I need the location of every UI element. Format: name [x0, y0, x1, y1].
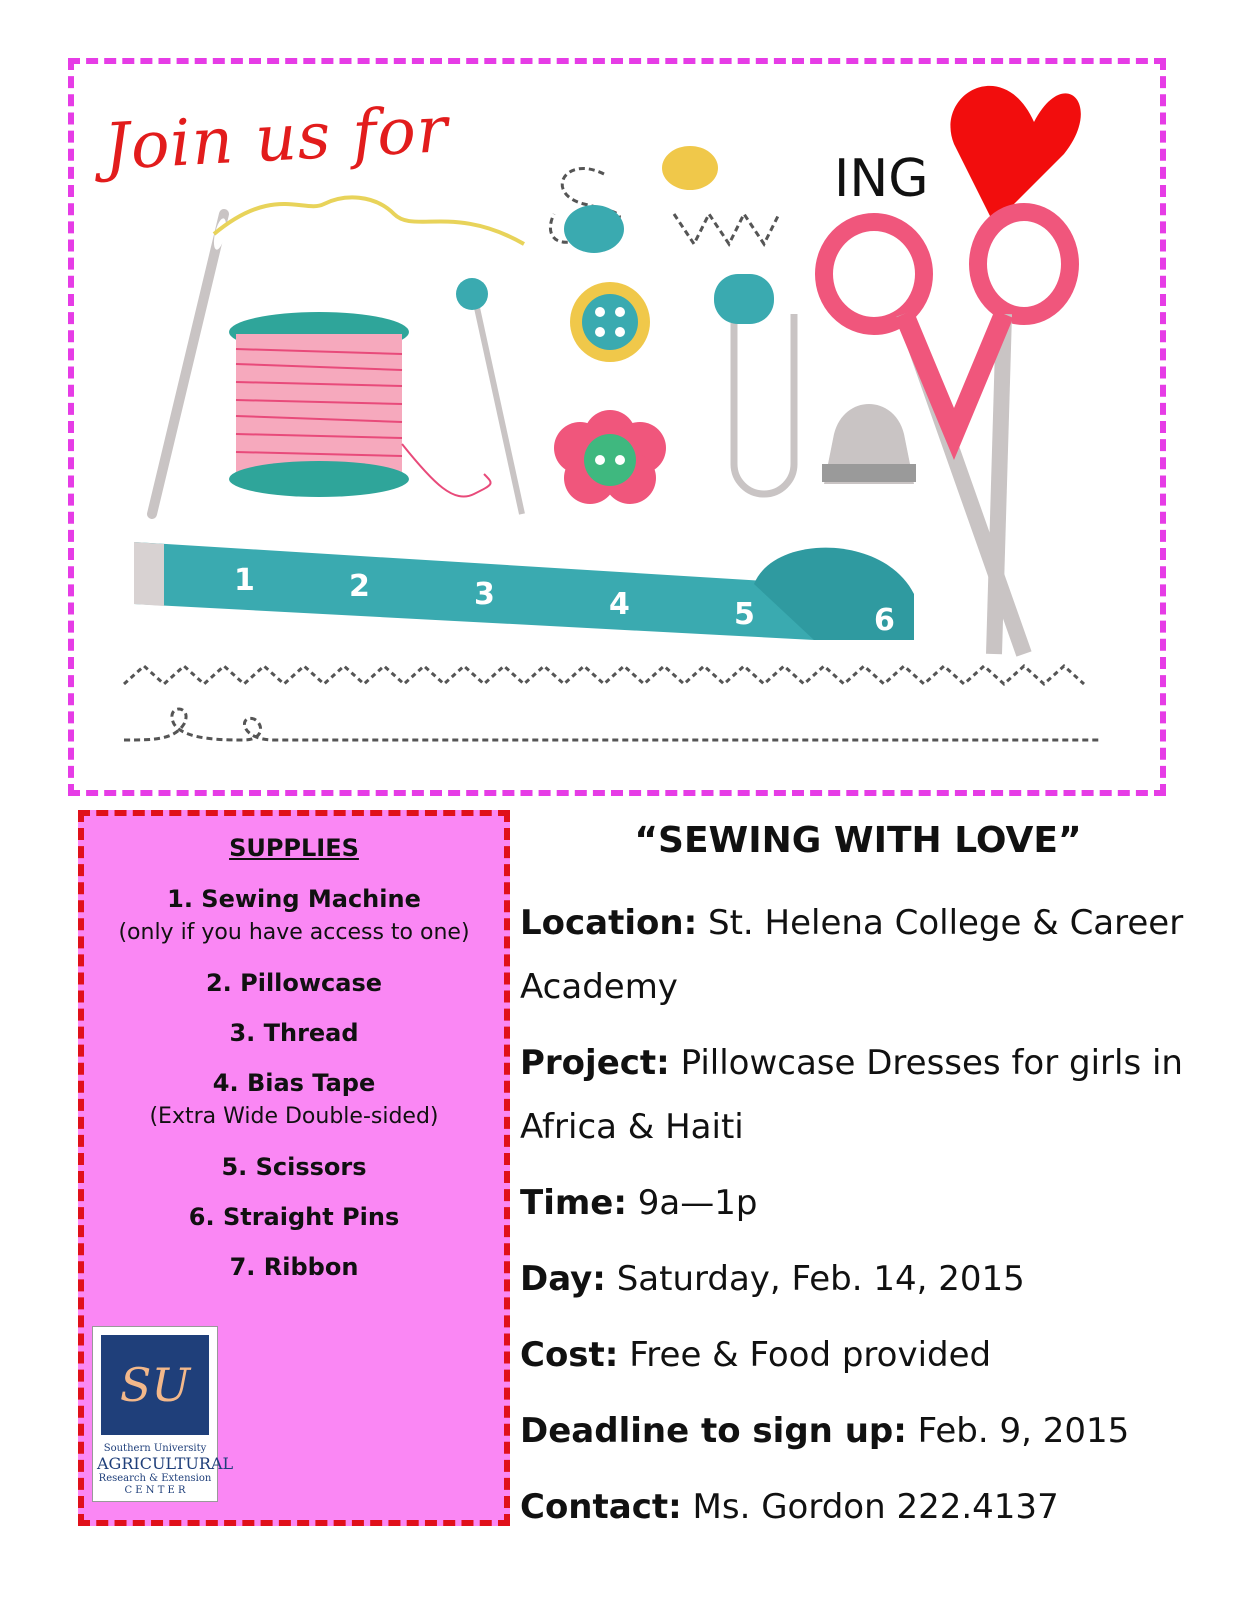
supply-label: 6. Straight Pins: [188, 1203, 400, 1231]
heart-icon: [950, 86, 1080, 224]
svg-text:6: 6: [874, 603, 895, 638]
supply-note: (Extra Wide Double-sided): [149, 1104, 439, 1129]
thimble-icon: [822, 404, 916, 484]
time-row: Time: 9a—1p: [520, 1183, 758, 1223]
list-item: [84, 1152, 504, 1182]
deadline-row: Deadline to sign up: Feb. 9, 2015: [520, 1411, 1130, 1451]
svg-text:1: 1: [234, 563, 255, 598]
loop-stitch: [124, 709, 1100, 740]
list-item: [84, 1202, 504, 1232]
button-icon: [570, 282, 650, 362]
ing-text: ING: [834, 149, 929, 209]
safety-pin-icon: [714, 274, 794, 494]
supply-note: (only if you have access to one): [118, 920, 470, 945]
hero-banner: [68, 58, 1166, 796]
list-item: [84, 1252, 504, 1282]
list-item: [84, 884, 504, 948]
contact-row: Contact: Ms. Gordon 222.4137: [520, 1487, 1059, 1527]
location-row: Location: St. Helena College & Career Academy: [520, 903, 1184, 1007]
event-details: [520, 820, 1220, 1539]
list-item: [84, 1068, 504, 1132]
day-row: Day: Saturday, Feb. 14, 2015: [520, 1259, 1025, 1299]
supply-label: 7. Ribbon: [229, 1253, 359, 1281]
supply-label: 2. Pillowcase: [205, 969, 383, 997]
supplies-heading: SUPPLIES: [229, 834, 359, 862]
list-item: [84, 1018, 504, 1048]
supply-label: 4. Bias Tape: [212, 1069, 376, 1097]
event-title: “SEWING WITH LOVE”: [634, 820, 1082, 861]
logo-mark: SU: [101, 1335, 209, 1435]
svg-text:3: 3: [474, 577, 495, 612]
supply-label: 3. Thread: [229, 1019, 359, 1047]
svg-text:4: 4: [609, 587, 630, 622]
university-logo: [92, 1326, 234, 1502]
supply-label: 1. Sewing Machine: [167, 885, 421, 913]
project-row: Project: Pillowcase Dresses for girls in Africa & Haiti: [520, 1043, 1183, 1147]
logo-text: Southern University AGRICULTURAL Research & Extension C E N T E R: [97, 1443, 234, 1496]
list-item: [84, 968, 504, 998]
supplies-list: [84, 884, 504, 1282]
supply-label: 5. Scissors: [221, 1153, 367, 1181]
supplies-panel: [78, 810, 510, 1526]
zigzag-stitch: [124, 666, 1084, 684]
cost-row: Cost: Free & Food provided: [520, 1335, 992, 1375]
headline: Join us for: [102, 93, 451, 185]
spool-icon: [229, 312, 491, 497]
measuring-tape-icon: [134, 542, 914, 640]
flower-button-icon: [554, 410, 666, 504]
svg-text:5: 5: [734, 597, 755, 632]
svg-text:2: 2: [349, 569, 370, 604]
